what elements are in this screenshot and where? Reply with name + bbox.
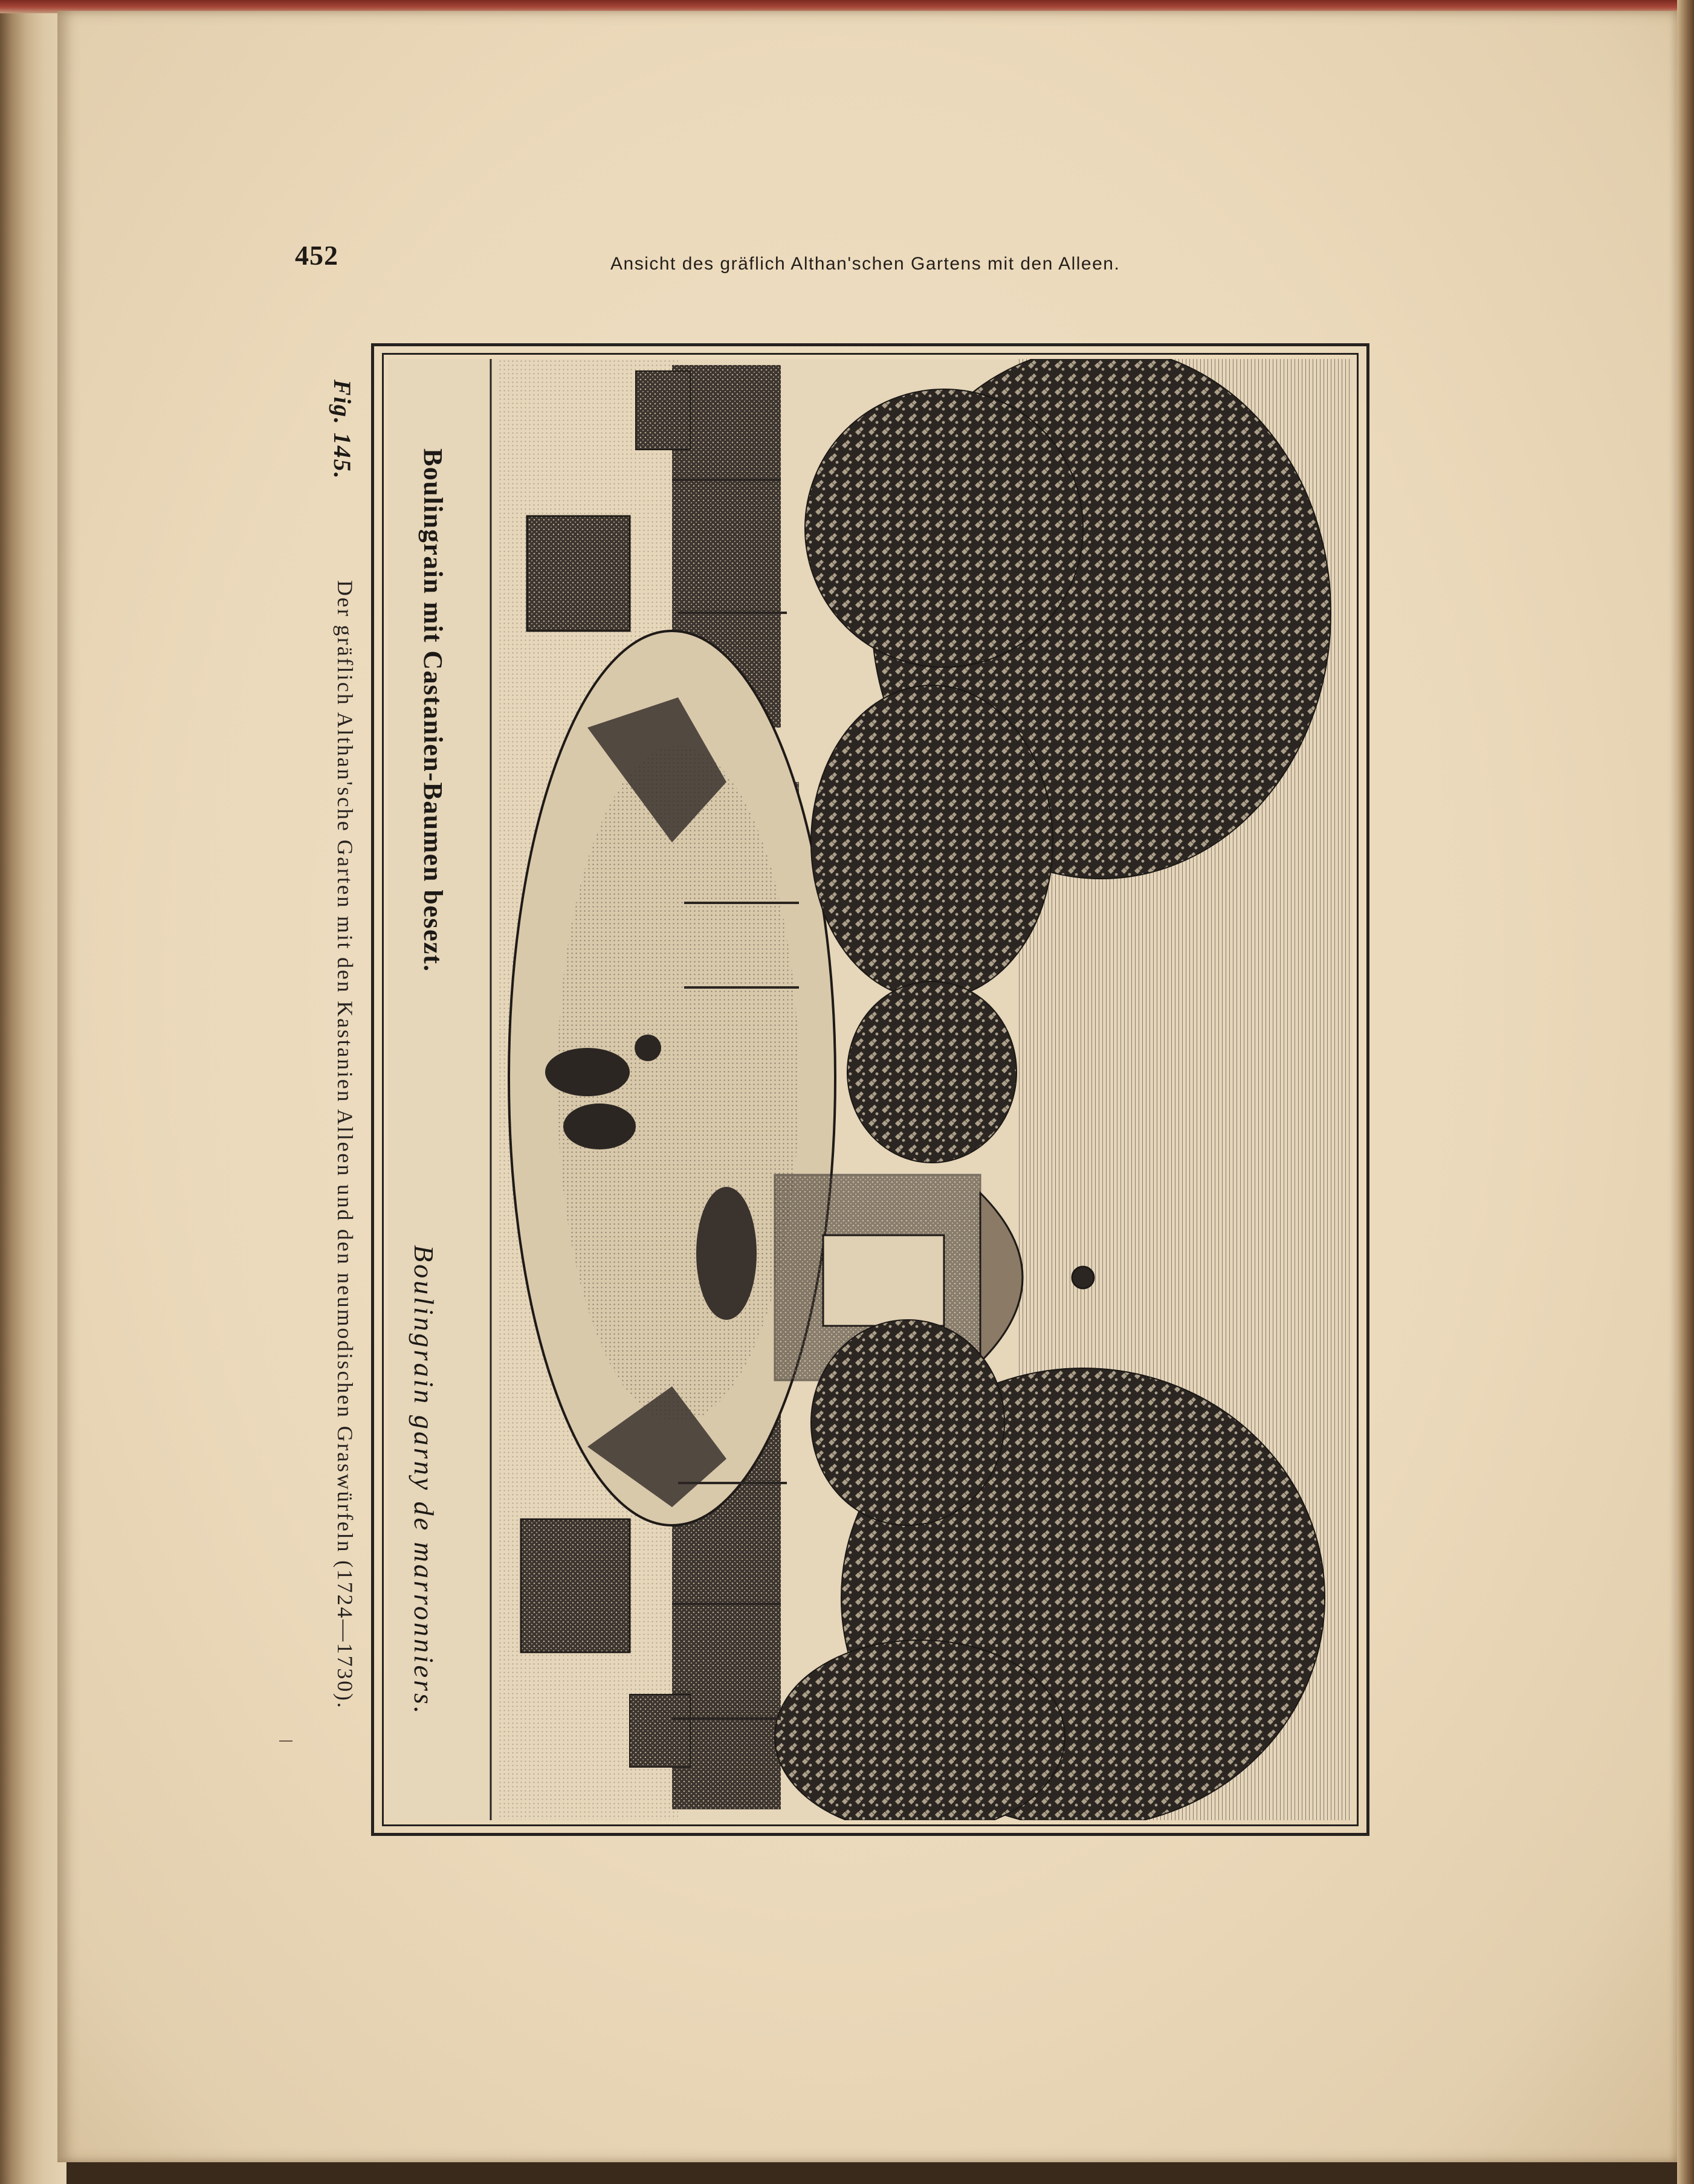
engraving-garden-illustration xyxy=(388,359,1353,1820)
basin-center-oval xyxy=(696,1187,757,1320)
figure-caption: Der gräflich Althan'sche Garten mit den Kastanien Alleen und den neumodischen Graswürfeln (1724—1730). xyxy=(333,580,357,1710)
page-number: 452 xyxy=(295,240,338,271)
figure-label: Fig. 145. xyxy=(329,380,356,480)
plate-title-german: Boulingrain mit Castanien-Baumen besezt. xyxy=(418,448,448,972)
running-head: Ansicht des gräflich Althan'schen Gartens mit den Alleen. xyxy=(610,254,1120,274)
chestnut-tree-middle xyxy=(847,981,1017,1163)
topiary-cube-far-top xyxy=(636,371,690,450)
margin-mark xyxy=(279,1740,293,1742)
topiary-cube-far-bottom xyxy=(630,1695,690,1767)
topiary-cube-top xyxy=(527,516,630,631)
topiary-cube-bottom xyxy=(521,1519,630,1652)
plate-title-french: Boulingrain garny de marronniers. xyxy=(409,1245,439,1716)
book-spine-edge xyxy=(0,0,66,2184)
book-fore-edge xyxy=(1677,0,1694,2184)
